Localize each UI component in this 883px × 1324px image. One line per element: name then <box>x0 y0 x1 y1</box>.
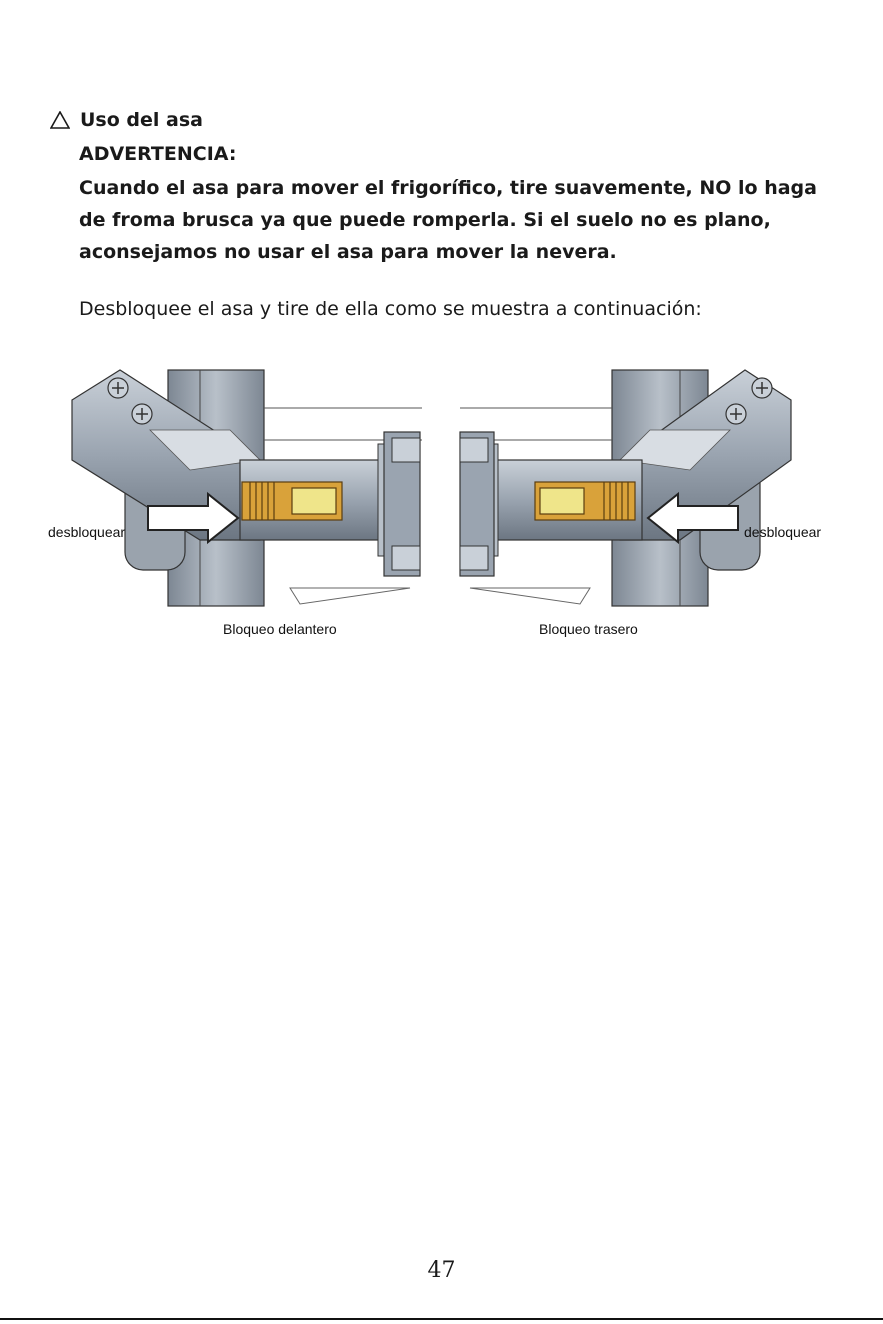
page-number: 47 <box>427 1258 456 1283</box>
bottom-rule <box>0 1318 883 1320</box>
warning-triangle-icon <box>50 111 70 129</box>
warning-title: ADVERTENCIA: <box>79 143 237 165</box>
unlock-label-left: desbloquear <box>48 524 126 540</box>
front-lock-panel <box>72 370 422 606</box>
front-lock-caption: Bloqueo delantero <box>223 621 337 637</box>
handle-lock-illustration <box>30 360 860 650</box>
warning-text: Cuando el asa para mover el frigorífico, tire suavemente, NO lo haga de froma brusca ya que puede romperla. Si el suelo no es plano, aconsejamos no usar el asa para mover la nevera. <box>79 177 817 263</box>
rear-lock-panel <box>455 370 791 606</box>
section-heading: Uso del asa <box>80 109 203 131</box>
instruction-text: Desbloquee el asa y tire de ella como se muestra a continuación: <box>79 298 702 320</box>
section-heading-row <box>50 106 203 134</box>
handle-lock-figure <box>30 360 860 650</box>
rear-lock-caption: Bloqueo trasero <box>539 621 638 637</box>
unlock-label-right: desbloquear <box>744 524 822 540</box>
